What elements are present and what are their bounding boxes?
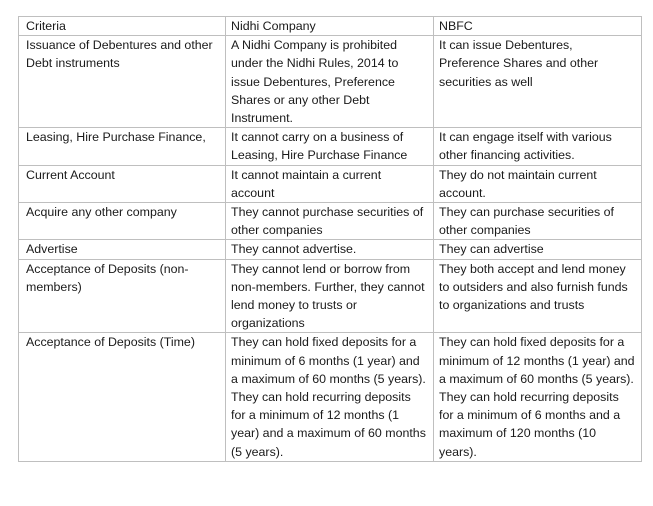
header-nbfc: NBFC [434,17,642,36]
nbfc-cell: They can advertise [434,240,642,259]
nidhi-cell: It cannot maintain a current account [226,165,434,202]
header-criteria: Criteria [19,17,226,36]
header-nidhi-company: Nidhi Company [226,17,434,36]
nidhi-cell: It cannot carry on a business of Leasing, Hire Purchase Finance [226,128,434,165]
table-row [19,128,642,165]
table-row [19,203,642,240]
nidhi-cell: They cannot advertise. [226,240,434,259]
criteria-cell: Leasing, Hire Purchase Finance, [19,128,226,165]
criteria-cell: Current Account [19,165,226,202]
criteria-cell: Acceptance of Deposits (Time) [19,333,226,461]
comparison-table [18,16,642,462]
criteria-cell: Acquire any other company [19,203,226,240]
nbfc-cell: They do not maintain current account. [434,165,642,202]
table-header-row [19,17,642,36]
nidhi-cell: A Nidhi Company is prohibited under the Nidhi Rules, 2014 to issue Debentures, Preference Shares or any other Debt Instrument. [226,36,434,128]
table-row [19,36,642,128]
table-row [19,240,642,259]
criteria-cell: Acceptance of Deposits (non-members) [19,259,226,333]
nbfc-cell: They can purchase securities of other companies [434,203,642,240]
criteria-cell: Advertise [19,240,226,259]
nidhi-cell: They cannot lend or borrow from non-members. Further, they cannot lend money to trusts or organizations [226,259,434,333]
nbfc-cell: They both accept and lend money to outsiders and also furnish funds to organizations and trusts [434,259,642,333]
table-row [19,333,642,461]
nbfc-cell: It can engage itself with various other financing activities. [434,128,642,165]
nbfc-cell: They can hold fixed deposits for a minimum of 12 months (1 year) and a maximum of 60 months (5 years). They can hold recurring deposits for a minimum of 6 months and a maximum of 120 months (10 years). [434,333,642,461]
nbfc-cell: It can issue Debentures, Preference Shares and other securities as well [434,36,642,128]
nidhi-cell: They can hold fixed deposits for a minimum of 6 months (1 year) and a maximum of 60 months (5 years). They can hold recurring deposits for a minimum of 12 months (1 year) and a maximum of 60 months (5 years). [226,333,434,461]
nidhi-cell: They cannot purchase securities of other companies [226,203,434,240]
table-row [19,259,642,333]
criteria-cell: Issuance of Debentures and other Debt instruments [19,36,226,128]
table-row [19,165,642,202]
